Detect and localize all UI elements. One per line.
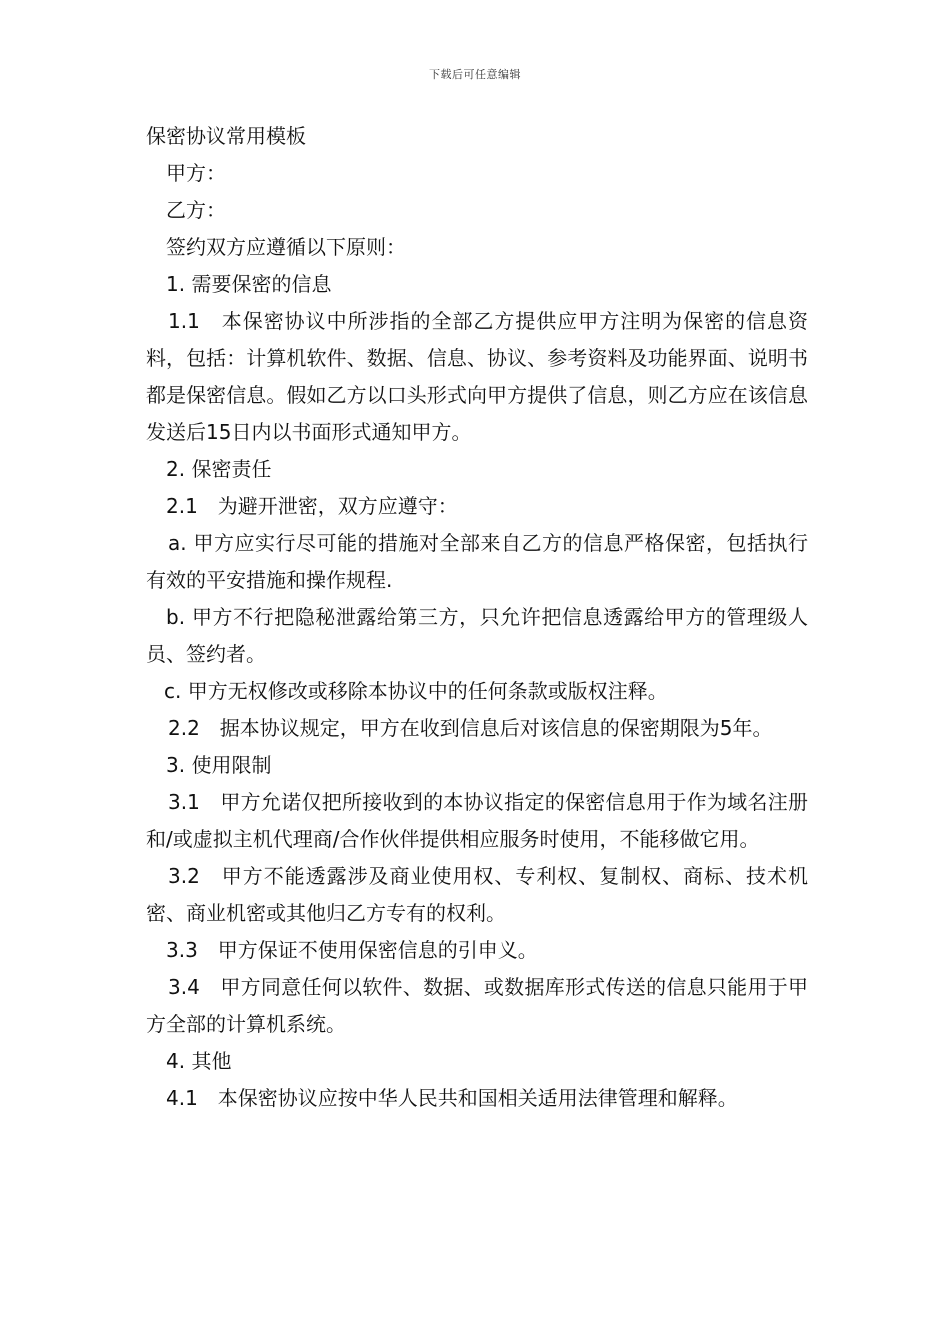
clause-2-1: 2.1 为避开泄密，双方应遵守： <box>166 494 458 518</box>
party-a-line: 甲方： <box>166 161 226 185</box>
section-1-heading: 1. 需要保密的信息 <box>166 272 332 296</box>
header-note: 下载后可任意编辑 <box>429 68 521 81</box>
party-b-line: 乙方： <box>166 198 226 222</box>
section-2-heading: 2. 保密责任 <box>166 457 272 481</box>
clause-2-1-b: b. 甲方不行把隐秘泄露给第三方，只允许把信息透露给甲方的管理级人员、签约者。 <box>146 605 808 666</box>
clause-4-1: 4.1 本保密协议应按中华人民共和国相关适用法律管理和解释。 <box>166 1086 738 1110</box>
intro-line: 签约双方应遵循以下原则： <box>166 235 406 259</box>
clause-1-1: 1.1 本保密协议中所涉指的全部乙方提供应甲方注明为保密的信息资料，包括：计算机软件、数据、信息、协议、参考资料及功能界面、说明书都是保密信息。假如乙方以口头形式向甲方提供了信息，则乙方应在该信息发送后15日内以书面形式通知甲方。 <box>146 309 808 444</box>
document-body <box>146 118 808 1117</box>
clause-2-1-a: a. 甲方应实行尽可能的措施对全部来自乙方的信息严格保密，包括执行有效的平安措施和操作规程. <box>146 531 808 592</box>
section-3-heading: 3. 使用限制 <box>166 753 272 777</box>
clause-3-3: 3.3 甲方保证不使用保密信息的引申义。 <box>166 938 538 962</box>
clause-3-4: 3.4 甲方同意任何以软件、数据、或数据库形式传送的信息只能用于甲方全部的计算机系统。 <box>146 975 808 1036</box>
clause-3-1: 3.1 甲方允诺仅把所接收到的本协议指定的保密信息用于作为域名注册和/或虚拟主机代理商/合作伙伴提供相应服务时使用，不能移做它用。 <box>146 790 808 851</box>
document-title: 保密协议常用模板 <box>146 124 306 148</box>
clause-3-2: 3.2 甲方不能透露涉及商业使用权、专利权、复制权、商标、技术机密、商业机密或其他归乙方专有的权利。 <box>146 864 808 925</box>
clause-2-1-c: c. 甲方无权修改或移除本协议中的任何条款或版权注释。 <box>164 679 668 703</box>
section-4-heading: 4. 其他 <box>166 1049 232 1073</box>
clause-2-2: 2.2 据本协议规定，甲方在收到信息后对该信息的保密期限为5年。 <box>168 716 773 740</box>
